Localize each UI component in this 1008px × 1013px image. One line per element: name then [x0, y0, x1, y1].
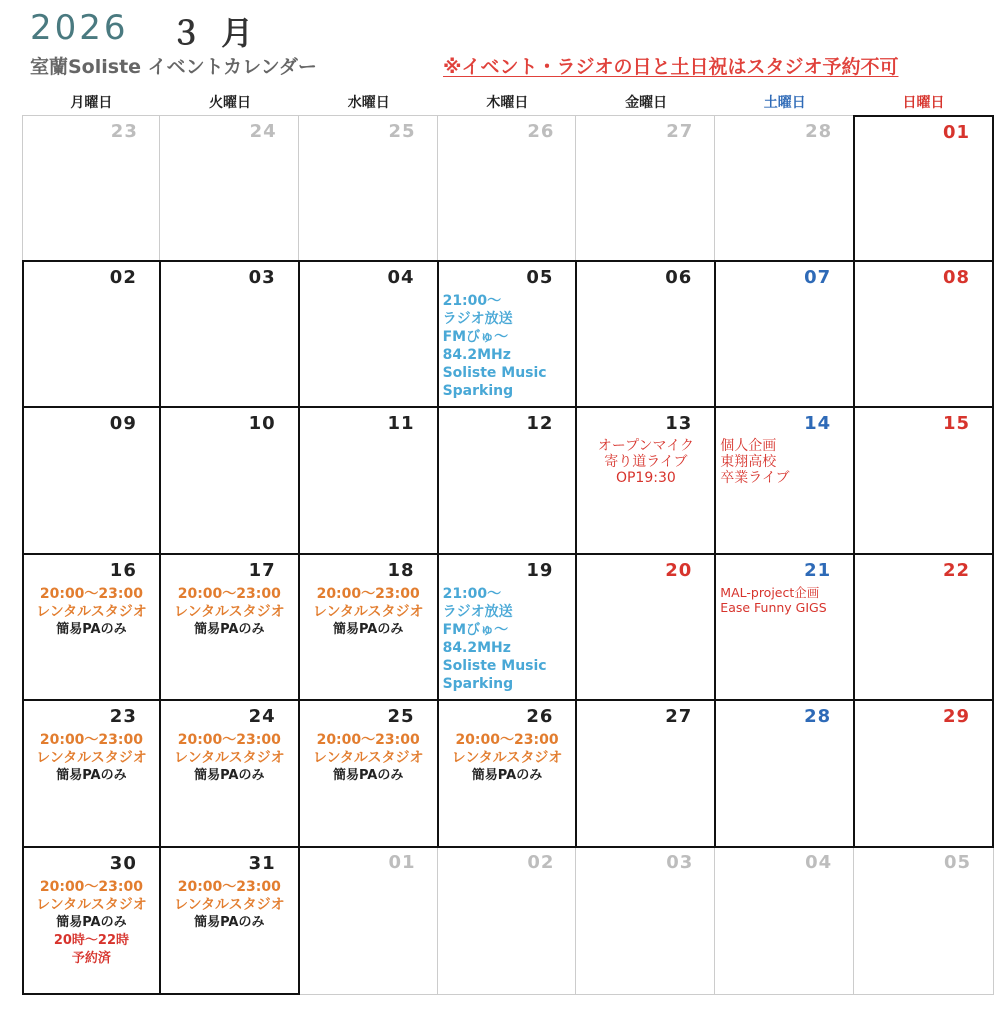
event-line: Soliste Music	[442, 364, 547, 381]
day-number: 23	[110, 121, 138, 142]
day-events	[165, 731, 294, 785]
calendar-day-cell[interactable]	[714, 553, 855, 702]
day-number: 17	[248, 559, 276, 581]
event-line: 84.2MHz	[442, 346, 511, 363]
calendar-day-cell[interactable]	[22, 406, 161, 555]
event-line: MAL-project企画	[720, 584, 820, 600]
calendar-day-cell[interactable]	[298, 699, 439, 848]
calendar-day-cell[interactable]	[853, 699, 994, 848]
day-number: 18	[387, 559, 415, 581]
weekday-label-saturday: 土曜日	[763, 95, 806, 111]
event-line: 20:00～23:00	[316, 585, 420, 602]
event-line: ラジオ放送	[442, 310, 513, 327]
calendar-day-cell[interactable]	[575, 260, 716, 409]
calendar-day-cell[interactable]	[159, 406, 300, 555]
event-line: 予約済	[71, 951, 111, 966]
calendar-day-cell[interactable]	[298, 260, 439, 409]
event-line: 簡易PAのみ	[471, 768, 543, 784]
calendar-day-cell[interactable]	[298, 846, 439, 995]
booking-notice: ※イベント・ラジオの日と土日祝はスタジオ予約不可	[443, 56, 899, 78]
day-number: 12	[526, 413, 554, 435]
calendar-day-cell[interactable]	[437, 553, 578, 702]
event-line: FMびゅ～	[442, 328, 509, 345]
calendar-year: 2026	[30, 8, 129, 48]
day-number: 27	[666, 121, 694, 142]
weekday-label-sunday: 日曜日	[902, 95, 945, 111]
day-events	[28, 731, 155, 785]
event-line: FMびゅ～	[442, 621, 509, 638]
calendar-day-cell[interactable]	[22, 553, 161, 702]
day-number: 03	[666, 852, 694, 873]
day-number: 05	[943, 852, 972, 873]
day-number: 04	[387, 266, 415, 288]
event-line: 寄り道ライブ	[604, 454, 688, 471]
day-number: 25	[387, 706, 415, 728]
weekday-label: 水曜日	[347, 95, 390, 111]
day-number: 02	[109, 266, 137, 288]
event-line: 21:00～	[442, 585, 502, 602]
event-line: 20:00～23:00	[177, 879, 281, 895]
event-line: オープンマイク	[597, 438, 694, 455]
day-number: 07	[804, 266, 832, 288]
day-number: 16	[109, 559, 137, 581]
day-number: 02	[527, 852, 555, 873]
day-events	[28, 878, 155, 968]
day-events	[304, 731, 433, 785]
event-line: レンタルスタジオ	[312, 750, 424, 767]
day-number: 01	[388, 852, 416, 873]
calendar-day-cell[interactable]	[714, 406, 855, 555]
calendar-day-cell[interactable]	[437, 846, 578, 995]
day-number: 25	[388, 121, 416, 142]
day-number: 28	[804, 706, 832, 728]
calendar-day-cell[interactable]	[853, 553, 994, 702]
day-number: 13	[665, 413, 693, 435]
calendar-day-cell[interactable]	[437, 699, 578, 848]
day-number: 06	[665, 266, 693, 288]
event-line: 20:00～23:00	[39, 879, 143, 895]
event-line: OP19:30	[615, 470, 676, 487]
day-number: 03	[248, 266, 276, 288]
day-number: 10	[248, 413, 276, 435]
event-line: レンタルスタジオ	[173, 603, 285, 620]
event-line: 20:00～23:00	[39, 732, 143, 749]
day-events	[720, 438, 849, 486]
event-line: 簡易PAのみ	[194, 915, 265, 930]
event-line: 簡易PAのみ	[56, 621, 127, 637]
calendar-month: ３ 月	[170, 14, 258, 52]
day-number: 22	[942, 559, 971, 581]
weekday-label: 火曜日	[209, 95, 252, 111]
day-number: 24	[248, 706, 276, 728]
day-events	[443, 585, 572, 693]
day-number: 26	[526, 706, 554, 728]
day-number: 04	[805, 852, 833, 873]
calendar-day-cell[interactable]	[159, 553, 300, 702]
day-number: 24	[249, 121, 277, 142]
calendar-day-cell[interactable]	[853, 846, 994, 995]
event-line: 個人企画	[720, 438, 777, 455]
calendar-day-cell[interactable]	[575, 406, 716, 555]
event-line: 20:00～23:00	[39, 585, 143, 602]
event-line: レンタルスタジオ	[173, 897, 285, 913]
calendar-day-cell[interactable]	[22, 846, 161, 995]
day-events	[304, 585, 433, 639]
event-line: Ease Funny GIGS	[720, 599, 827, 615]
day-number: 14	[804, 413, 832, 435]
event-line: 20時～22時	[53, 933, 130, 948]
calendar-day-cell[interactable]	[853, 260, 994, 409]
event-line: レンタルスタジオ	[173, 750, 285, 767]
calendar-day-cell[interactable]	[22, 115, 161, 262]
calendar-day-cell[interactable]	[714, 846, 855, 995]
event-line: 20:00～23:00	[455, 732, 559, 749]
event-line: ラジオ放送	[442, 603, 513, 620]
calendar-day-cell[interactable]	[159, 115, 300, 262]
event-line: 簡易PAのみ	[194, 621, 265, 637]
day-number: 08	[942, 266, 971, 288]
calendar-day-cell[interactable]	[714, 115, 855, 262]
calendar-day-cell[interactable]	[714, 699, 855, 848]
calendar-day-cell[interactable]	[575, 115, 716, 262]
calendar-grid	[22, 115, 994, 993]
day-number: 23	[109, 706, 137, 728]
event-line: レンタルスタジオ	[451, 750, 563, 767]
day-events	[443, 292, 572, 400]
weekday-label: 月曜日	[70, 95, 113, 111]
calendar-day-cell[interactable]	[22, 260, 161, 409]
calendar-day-cell[interactable]	[437, 406, 578, 555]
day-number: 21	[804, 559, 832, 581]
event-line: 卒業ライブ	[720, 470, 790, 487]
event-line: 東翔高校	[720, 454, 777, 471]
calendar-day-cell[interactable]	[159, 846, 300, 995]
calendar-day-cell[interactable]	[298, 406, 439, 555]
calendar-day-cell[interactable]	[575, 553, 716, 702]
day-events	[443, 731, 572, 785]
day-number: 26	[527, 121, 555, 142]
weekday-header	[22, 92, 994, 114]
day-number: 27	[665, 706, 693, 728]
event-line: 21:00～	[442, 292, 502, 309]
event-line: 簡易PAのみ	[194, 768, 265, 784]
calendar-day-cell[interactable]	[298, 553, 439, 702]
event-line: 簡易PAのみ	[332, 621, 404, 637]
day-number: 15	[942, 413, 971, 435]
event-line: 20:00～23:00	[316, 732, 420, 749]
day-number: 19	[526, 559, 554, 581]
event-line: Sparking	[442, 382, 514, 399]
calendar-day-cell[interactable]	[853, 115, 994, 262]
day-events	[165, 878, 294, 932]
day-events	[28, 585, 155, 639]
day-number: 05	[526, 266, 554, 288]
calendar-day-cell[interactable]	[437, 115, 578, 262]
event-line: 20:00～23:00	[177, 732, 281, 749]
day-number: 28	[805, 121, 833, 142]
calendar-day-cell[interactable]	[22, 699, 161, 848]
day-number: 29	[942, 706, 971, 728]
day-number: 01	[942, 122, 971, 143]
calendar-day-cell[interactable]	[159, 699, 300, 848]
event-line: 20:00～23:00	[177, 585, 281, 602]
weekday-label: 木曜日	[486, 95, 529, 111]
day-events	[165, 585, 294, 639]
event-line: 簡易PAのみ	[56, 768, 127, 784]
event-line: Soliste Music	[442, 657, 547, 674]
event-line: レンタルスタジオ	[36, 603, 147, 620]
day-events	[720, 585, 849, 615]
event-line: レンタルスタジオ	[36, 897, 147, 913]
calendar-day-cell[interactable]	[714, 260, 855, 409]
weekday-label: 金曜日	[625, 95, 668, 111]
event-line: Sparking	[442, 675, 514, 692]
day-number: 09	[109, 413, 137, 435]
calendar-day-cell[interactable]	[853, 406, 994, 555]
day-number: 30	[109, 853, 137, 874]
day-number: 20	[665, 559, 693, 581]
day-number: 31	[248, 853, 276, 874]
calendar-day-cell[interactable]	[159, 260, 300, 409]
calendar-day-cell[interactable]	[575, 699, 716, 848]
calendar-day-cell[interactable]	[298, 115, 439, 262]
event-line: 簡易PAのみ	[332, 768, 404, 784]
calendar-day-cell[interactable]	[437, 260, 578, 409]
day-number: 11	[387, 413, 415, 435]
event-line: レンタルスタジオ	[312, 603, 424, 620]
calendar-day-cell[interactable]	[575, 846, 716, 995]
event-line: レンタルスタジオ	[36, 750, 147, 767]
event-line: 84.2MHz	[442, 639, 511, 656]
day-events	[581, 438, 710, 486]
event-line: 簡易PAのみ	[56, 915, 127, 930]
calendar-subtitle: 室蘭Soliste イベントカレンダー	[30, 56, 317, 78]
